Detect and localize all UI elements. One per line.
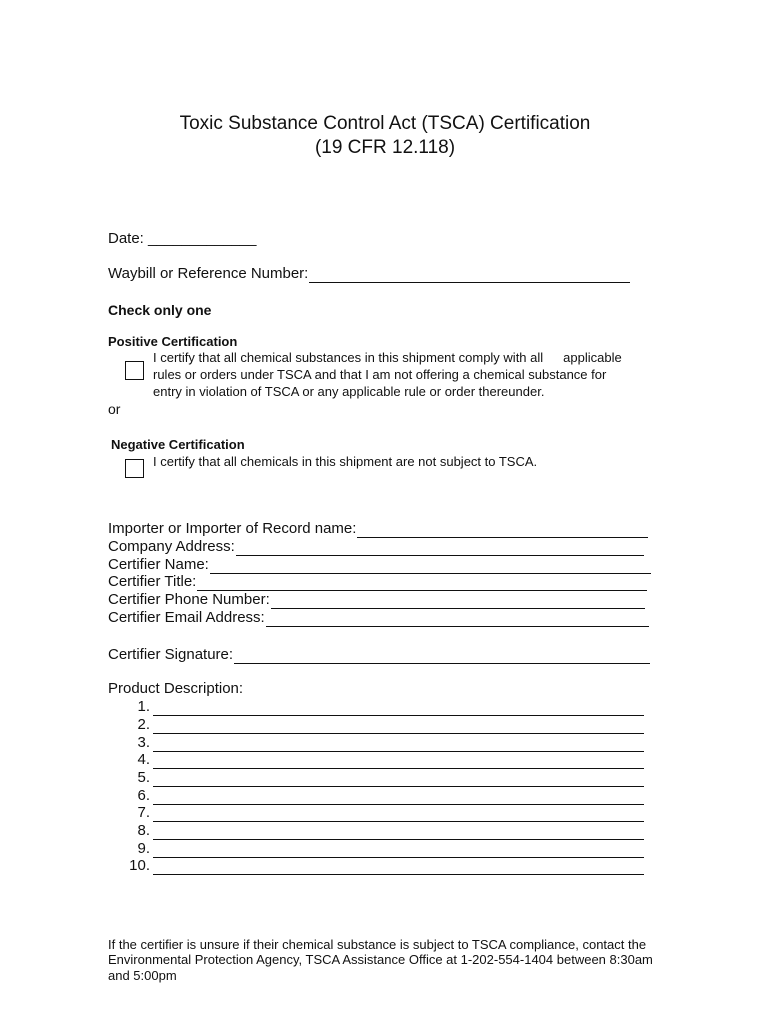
product-line-1[interactable]: [118, 698, 644, 716]
company-address-label: Company Address:: [108, 538, 235, 555]
positive-line1-tail: applicable: [563, 350, 622, 365]
negative-certification-heading: Negative Certification: [111, 437, 245, 452]
importer-label: Importer or Importer of Record name:: [108, 520, 357, 537]
product-line-number: 2.: [137, 716, 150, 733]
product-line-blank: [153, 807, 644, 822]
date-blank: _____________: [148, 230, 257, 247]
certifier-phone-label: Certifier Phone Number:: [108, 591, 270, 608]
page-title: Toxic Substance Control Act (TSCA) Certification: [179, 113, 591, 134]
product-line-number: 5.: [137, 769, 150, 786]
product-line-blank: [153, 860, 644, 875]
date-field[interactable]: [108, 230, 256, 248]
product-line-7[interactable]: [118, 804, 644, 822]
waybill-line: [309, 268, 630, 283]
product-line-blank: [153, 790, 644, 805]
certifier-title-field[interactable]: [108, 573, 647, 591]
footer-note-line1: If the certifier is unsure if their chemical substance is subject to TSCA compliance, contact the: [108, 937, 647, 952]
product-line-blank: [153, 719, 644, 734]
product-line-number: 4.: [137, 751, 150, 768]
certifier-phone-line: [271, 594, 645, 609]
product-line-10[interactable]: [118, 857, 644, 875]
product-line-9[interactable]: [118, 840, 644, 858]
product-line-blank: [153, 701, 644, 716]
product-line-number: 7.: [137, 804, 150, 821]
product-line-5[interactable]: [118, 769, 644, 787]
product-line-4[interactable]: [118, 751, 644, 769]
or-label: or: [108, 401, 121, 417]
certifier-title-line: [197, 576, 647, 591]
product-description-label: Product Description:: [108, 680, 244, 697]
certifier-signature-label: Certifier Signature:: [108, 646, 234, 663]
product-line-blank: [153, 737, 644, 752]
product-line-number: 10.: [129, 857, 150, 874]
product-line-8[interactable]: [118, 822, 644, 840]
importer-field[interactable]: [108, 520, 648, 538]
positive-certification-heading: Positive Certification: [108, 334, 238, 349]
certifier-phone-field[interactable]: [108, 591, 645, 609]
product-line-number: 6.: [137, 787, 150, 804]
product-line-2[interactable]: [118, 716, 644, 734]
product-line-6[interactable]: [118, 787, 644, 805]
certifier-title-label: Certifier Title:: [108, 573, 197, 590]
product-line-number: 9.: [137, 840, 150, 857]
certifier-name-label: Certifier Name:: [108, 556, 209, 573]
date-label: Date:: [108, 230, 149, 247]
page-subtitle: (19 CFR 12.118): [314, 137, 456, 158]
company-address-field[interactable]: [108, 538, 644, 556]
certifier-name-line: [210, 559, 651, 574]
positive-certification-text-line2: rules or orders under TSCA and that I am not offering a chemical substance for: [153, 367, 607, 382]
waybill-label: Waybill or Reference Number:: [108, 265, 309, 282]
company-address-line: [236, 541, 644, 556]
product-line-blank: [153, 825, 644, 840]
product-line-blank: [153, 843, 644, 858]
certifier-signature-line: [234, 649, 650, 664]
certifier-name-field[interactable]: [108, 556, 651, 574]
certifier-email-label: Certifier Email Address:: [108, 609, 265, 626]
certifier-signature-field[interactable]: [108, 646, 650, 664]
check-only-one-heading: Check only one: [108, 302, 212, 318]
importer-line: [357, 523, 648, 538]
negative-certification-text: I certify that all chemicals in this shipment are not subject to TSCA.: [153, 454, 538, 469]
product-line-number: 3.: [137, 734, 150, 751]
product-line-blank: [153, 754, 644, 769]
certifier-email-line: [266, 612, 649, 627]
footer-note-line3: and 5:00pm: [108, 968, 177, 983]
positive-certification-text-line3: entry in violation of TSCA or any applicable rule or order thereunder.: [153, 384, 545, 399]
product-line-blank: [153, 772, 644, 787]
product-line-3[interactable]: [118, 734, 644, 752]
positive-certification-text-line1: [153, 350, 622, 367]
certifier-email-field[interactable]: [108, 609, 649, 627]
product-line-number: 1.: [137, 698, 150, 715]
positive-line1-main: I certify that all chemical substances in this shipment comply with all: [153, 350, 544, 365]
footer-note-line2: Environmental Protection Agency, TSCA Assistance Office at 1-202-554-1404 between 8:30am: [108, 952, 653, 967]
negative-certification-checkbox[interactable]: [125, 459, 144, 478]
waybill-field[interactable]: [108, 265, 630, 283]
product-line-number: 8.: [137, 822, 150, 839]
positive-certification-checkbox[interactable]: [125, 361, 144, 380]
